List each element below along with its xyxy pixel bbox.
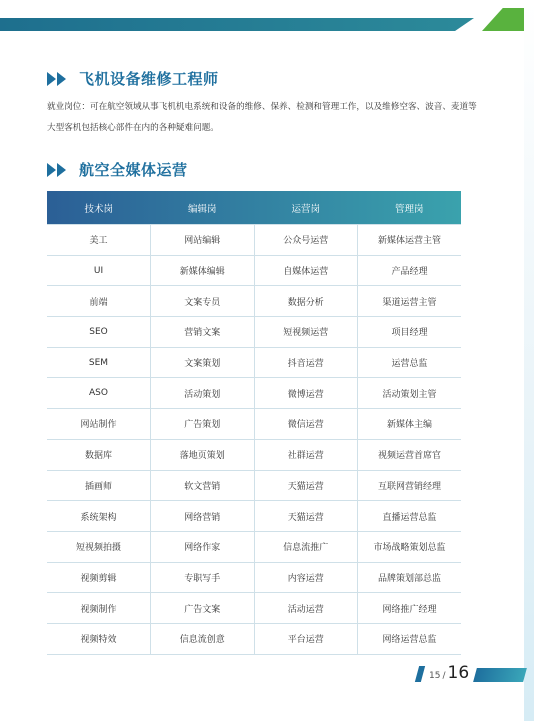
table-cell: 短视频拍摄 [47, 531, 151, 562]
table-row [47, 470, 461, 501]
section-heading-media-operations [47, 159, 188, 180]
table-cell: 视频运营首席官 [358, 439, 462, 470]
page-bar [473, 668, 527, 682]
table-cell: 前端 [47, 286, 151, 317]
table-cell: 活动策划 [151, 378, 255, 409]
table-cell: 天猫运营 [254, 501, 358, 532]
table-cell: 新媒体编辑 [151, 255, 255, 286]
column-header: 管理岗 [394, 203, 424, 215]
table-cell: UI [47, 255, 151, 286]
table-cell: 网络作家 [151, 531, 255, 562]
table-cell: 新媒体主编 [358, 409, 462, 440]
top-margin [0, 0, 534, 18]
table-cell: 落地页策划 [151, 439, 255, 470]
top-banner-stripe [0, 18, 474, 31]
table-row [47, 501, 461, 532]
table-row [47, 378, 461, 409]
table-header-row [47, 191, 461, 225]
table-cell: 内容运营 [254, 562, 358, 593]
table-row [47, 255, 461, 286]
table-cell: 文案策划 [151, 347, 255, 378]
table-cell: 视频剪辑 [47, 562, 151, 593]
table-cell: 短视频运营 [254, 317, 358, 348]
table-cell: 新媒体运营主管 [358, 225, 462, 256]
table-cell: 项目经理 [358, 317, 462, 348]
table-cell: 广告文案 [151, 593, 255, 624]
table-row [47, 593, 461, 624]
table-cell: 数据库 [47, 439, 151, 470]
table-cell: 营销文案 [151, 317, 255, 348]
table-cell: 数据分析 [254, 286, 358, 317]
column-header: 技术岗 [84, 203, 113, 215]
table-row [47, 531, 461, 562]
table-cell: 插画师 [47, 470, 151, 501]
page-current: 15 [429, 671, 441, 681]
double-arrow-icon [47, 163, 67, 177]
page-separator: / [442, 671, 446, 681]
job-description: 就业岗位：可在航空领域从事飞机机电系统和设备的维修、保养、检测和管理工作，以及维修空客、波音、麦道等大型客机包括核心部件在内的各种疑难问题。 [47, 102, 477, 133]
table-cell: 微博运营 [254, 378, 358, 409]
table-cell: 活动运营 [254, 593, 358, 624]
job-positions-table [47, 191, 461, 655]
right-edge-gradient [524, 0, 534, 721]
slash-mark [415, 666, 425, 682]
section-title: 飞机设备维修工程师 [79, 70, 219, 88]
table-row [47, 623, 461, 654]
table-cell: 天猫运营 [254, 470, 358, 501]
page-number [417, 664, 525, 682]
table-cell: 微信运营 [254, 409, 358, 440]
table-cell: 信息流创意 [151, 623, 255, 654]
double-arrow-icon [47, 72, 67, 86]
column-header: 运营岗 [291, 203, 320, 215]
table-cell: 产品经理 [358, 255, 462, 286]
table-cell: 市场战略策划总监 [358, 531, 462, 562]
table-cell: 品牌策划部总监 [358, 562, 462, 593]
table-cell: 系统架构 [47, 501, 151, 532]
table-cell: 自媒体运营 [254, 255, 358, 286]
table-row [47, 562, 461, 593]
table-row [47, 317, 461, 348]
page-next: 16 [447, 663, 470, 683]
table-cell: 信息流推广 [254, 531, 358, 562]
table-cell: 网络营销 [151, 501, 255, 532]
table-cell: 视频制作 [47, 593, 151, 624]
table-cell: 互联网营销经理 [358, 470, 462, 501]
table-cell: 网络推广经理 [358, 593, 462, 624]
table-cell: 抖音运营 [254, 347, 358, 378]
table-cell: 渠道运营主管 [358, 286, 462, 317]
table-row [47, 409, 461, 440]
table-cell: 专职写手 [151, 562, 255, 593]
table-row [47, 225, 461, 256]
table-cell: 软文营销 [151, 470, 255, 501]
table-cell: 平台运营 [254, 623, 358, 654]
table-cell: 广告策划 [151, 409, 255, 440]
table-row [47, 439, 461, 470]
table-row [47, 347, 461, 378]
section-title: 航空全媒体运营 [79, 161, 188, 179]
section-heading-aircraft-maintenance [47, 68, 219, 89]
table-cell: 美工 [47, 225, 151, 256]
table-cell: 活动策划主管 [358, 378, 462, 409]
table-cell: 直播运营总监 [358, 501, 462, 532]
table-cell: ASO [47, 378, 151, 409]
table-cell: 公众号运营 [254, 225, 358, 256]
table-cell: 视频特效 [47, 623, 151, 654]
table-cell: SEO [47, 317, 151, 348]
column-header: 编辑岗 [187, 203, 217, 215]
table-cell: 文案专员 [151, 286, 255, 317]
table-cell: SEM [47, 347, 151, 378]
table-cell: 社群运营 [254, 439, 358, 470]
table-cell: 运营总监 [358, 347, 462, 378]
table-cell: 网络运营总监 [358, 623, 462, 654]
table-cell: 网站编辑 [151, 225, 255, 256]
table-cell: 网站制作 [47, 409, 151, 440]
table-row [47, 286, 461, 317]
